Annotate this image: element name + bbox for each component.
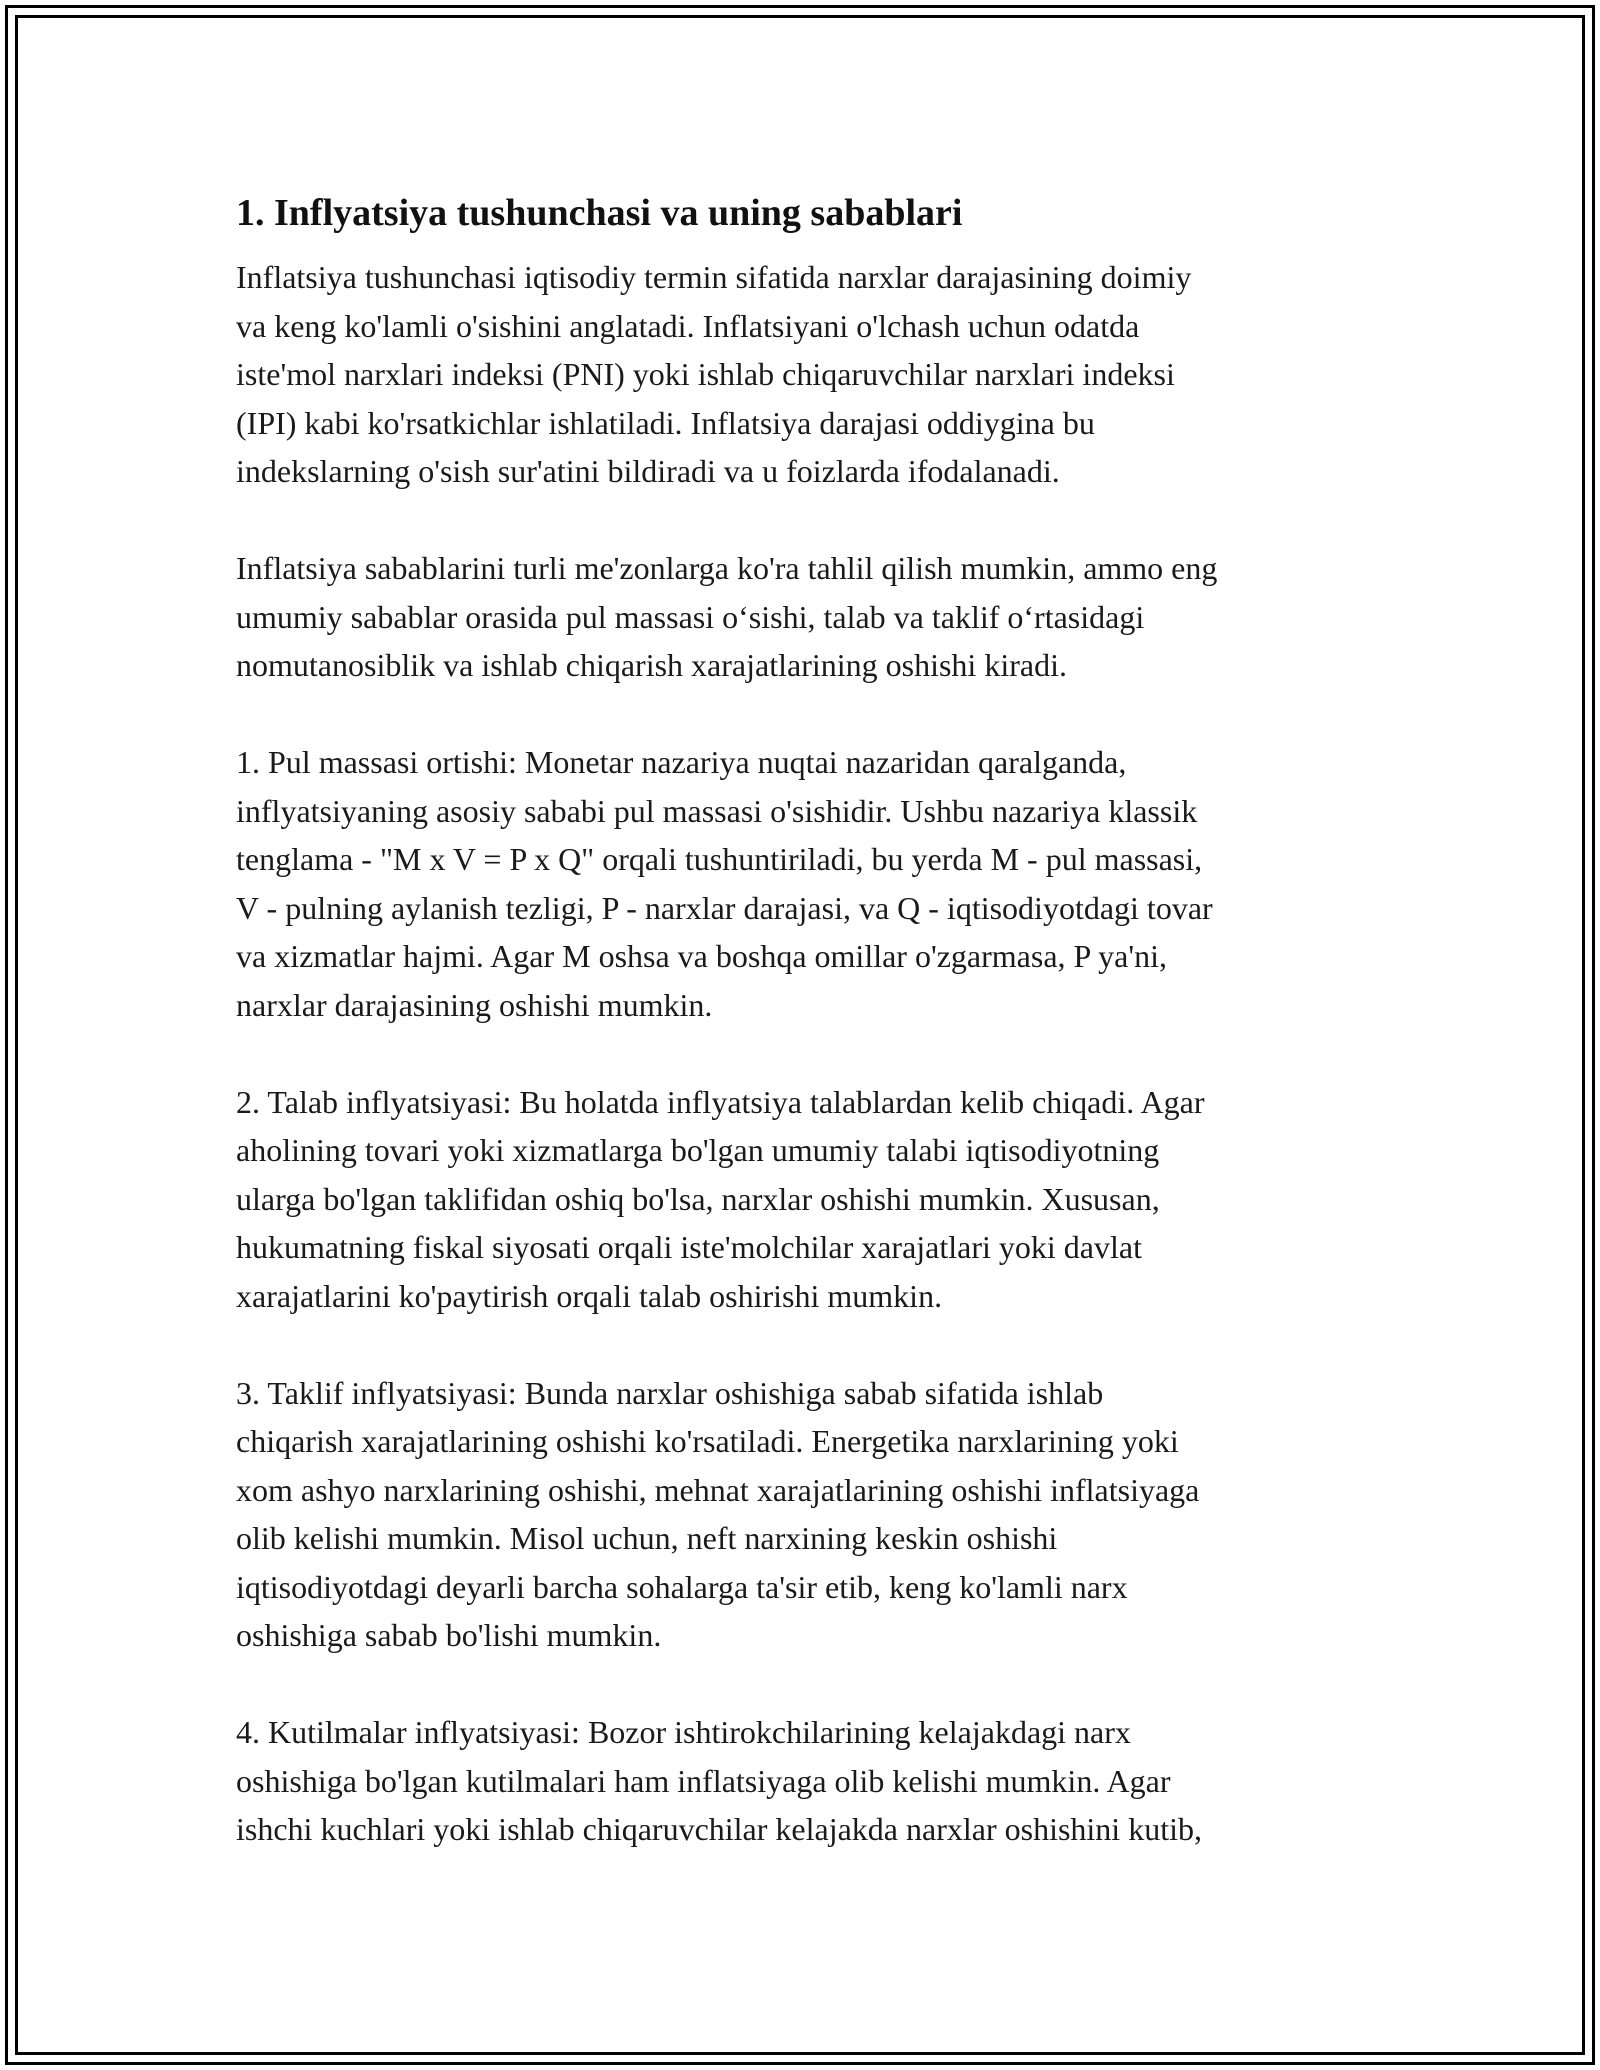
text-line: 1. Pul massasi ortishi: Monetar nazariya nuqtai nazaridan qaralganda, xyxy=(236,744,1127,780)
text-line: umumiy sabablar orasida pul massasi o‘sishi, talab va taklif o‘rtasidagi xyxy=(236,598,1145,635)
text-line: aholining tovari yoki xizmatlarga bo'lgan umumiy talabi iqtisodiyotning xyxy=(236,1132,1160,1168)
section-heading: 1. Inflyatsiya tushunchasi va uning sabablari xyxy=(236,192,963,234)
text-line: iqtisodiyotdagi deyarli barcha sohalarga ta'sir etib, keng ko'lamli narx xyxy=(236,1568,1128,1605)
text-line: V - pulning aylanish tezligi, P - narxlar darajasi, va Q - iqtisodiyotdagi tovar xyxy=(236,889,1213,926)
document-body xyxy=(236,183,1366,1902)
text-line: iste'mol narxlari indeksi (PNI) yoki ishlab chiqaruvchilar narxlari indeksi xyxy=(236,356,1175,392)
text-line: xarajatlarini ko'paytirish orqali talab oshirishi mumkin. xyxy=(236,1277,943,1314)
text-line: va xizmatlar hajmi. Agar M oshsa va boshqa omillar o'zgarmasa, P ya'ni, xyxy=(236,938,1167,974)
paragraph xyxy=(236,253,1366,496)
text-line: chiqarish xarajatlarining oshishi ko'rsatiladi. Energetika narxlarining yoki xyxy=(236,1423,1179,1459)
text-line: hukumatning fiskal siyosati orqali iste'molchilar xarajatlari yoki davlat xyxy=(236,1229,1142,1265)
text-line: oshishiga sabab bo'lishi mumkin. xyxy=(236,1617,662,1653)
text-line: ularga bo'lgan taklifidan oshiq bo'lsa, narxlar oshishi mumkin. Xususan, xyxy=(236,1180,1160,1217)
text-line: inflyatsiyaning asosiy sababi pul massasi o'sishidir. Ushbu nazariya klassik xyxy=(236,792,1198,829)
text-line: nomutanosiblik va ishlab chiqarish xarajatlarining oshishi kiradi. xyxy=(236,647,1067,683)
text-line: va keng ko'lamli o'sishini anglatadi. Inflatsiyani o'lchash uchun odatda xyxy=(236,307,1140,344)
text-line: Inflatsiya sabablarini turli me'zonlarga ko'ra tahlil qilish mumkin, ammo eng xyxy=(236,550,1218,586)
text-line: (IPI) kabi ko'rsatkichlar ishlatiladi. Inflatsiya darajasi oddiygina bu xyxy=(236,404,1095,441)
text-line: indekslarning o'sish sur'atini bildiradi va u foizlarda ifodalanadi. xyxy=(236,453,1060,489)
text-line: olib kelishi mumkin. Misol uchun, neft narxining keskin oshishi xyxy=(236,1520,1058,1556)
text-line: ishchi kuchlari yoki ishlab chiqaruvchilar kelajakda narxlar oshishini kutib, xyxy=(236,1811,1202,1847)
text-line: tenglama - "M x V = P x Q" orqali tushuntiriladi, bu yerda M - pul massasi, xyxy=(236,841,1203,877)
paragraph-list xyxy=(236,253,1366,1854)
paragraph xyxy=(236,738,1366,1029)
paragraph xyxy=(236,544,1366,690)
text-line: 4. Kutilmalar inflyatsiyasi: Bozor ishtirokchilarining kelajakdagi narx xyxy=(236,1714,1131,1750)
paragraph xyxy=(236,1369,1366,1660)
text-line: Inflatsiya tushunchasi iqtisodiy termin sifatida narxlar darajasining doimiy xyxy=(236,259,1192,295)
text-line: narxlar darajasining oshishi mumkin. xyxy=(236,986,713,1023)
text-line: xom ashyo narxlarining oshishi, mehnat xarajatlarining oshishi inflatsiyaga xyxy=(236,1471,1200,1508)
paragraph xyxy=(236,1078,1366,1321)
text-line: 2. Talab inflyatsiyasi: Bu holatda inflyatsiya talablardan kelib chiqadi. Agar xyxy=(236,1083,1205,1120)
text-line: 3. Taklif inflyatsiyasi: Bunda narxlar oshishiga sabab sifatida ishlab xyxy=(236,1374,1104,1411)
text-line: oshishiga bo'lgan kutilmalari ham inflatsiyaga olib kelishi mumkin. Agar xyxy=(236,1762,1171,1799)
paragraph xyxy=(236,1708,1366,1854)
